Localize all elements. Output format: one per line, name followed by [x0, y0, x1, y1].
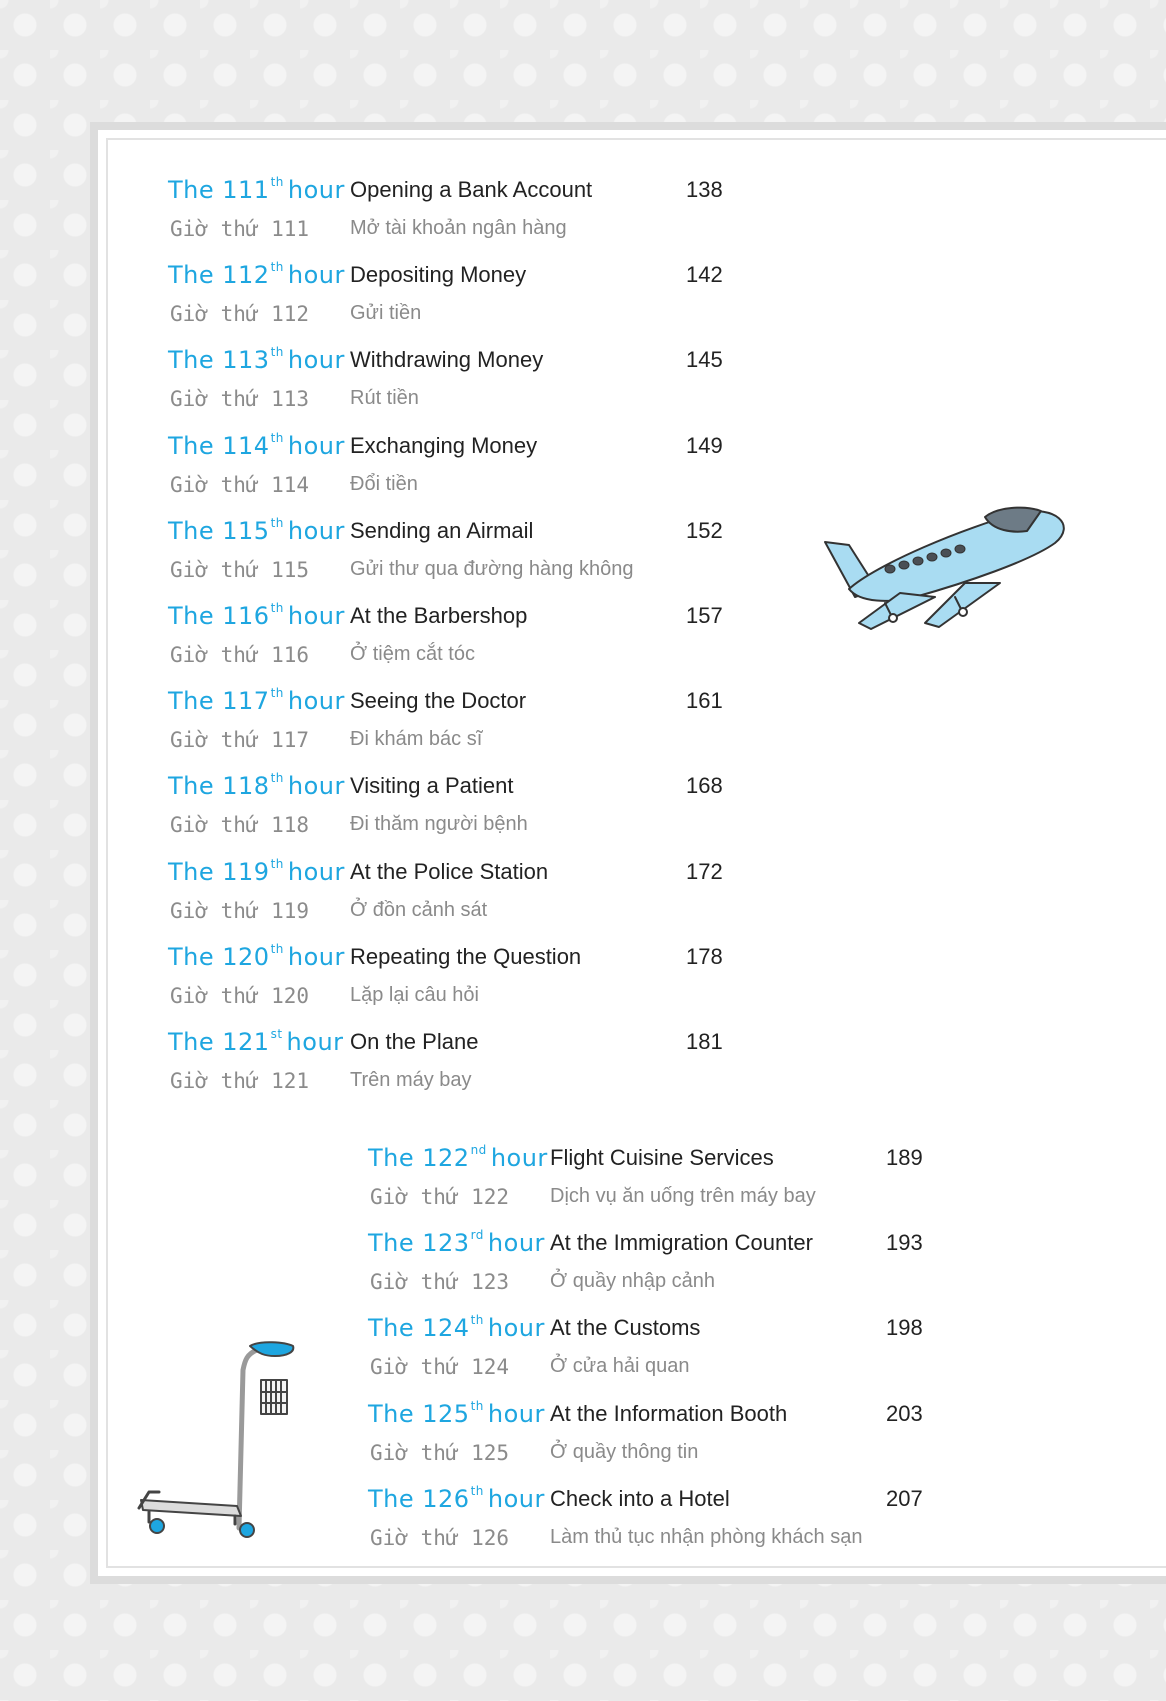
hour-label: The 123rd hour [368, 1228, 545, 1258]
lesson-title[interactable]: Repeating the Question [350, 943, 582, 969]
hour-label: The 117th hour [168, 686, 345, 716]
hour-label: The 115th hour [168, 515, 345, 545]
page-number: 157 [686, 603, 723, 628]
vietnamese-title: Lặp lại câu hỏi [350, 983, 479, 1006]
lesson-title[interactable]: Check into a Hotel [550, 1485, 730, 1511]
page-number: 161 [686, 688, 723, 714]
page-number: 198 [886, 1315, 923, 1341]
hour-label: The 116th hour [168, 601, 345, 630]
hour-label: The 112th hour [168, 260, 345, 290]
vietnamese-hour-label: Giờ thứ 125 [370, 1440, 510, 1465]
vietnamese-hour-label: Giờ thứ 113 [170, 387, 310, 412]
vietnamese-title: Đi thăm người bệnh [350, 813, 528, 836]
vietnamese-hour-label: Giờ thứ 120 [170, 983, 310, 1008]
vietnamese-hour-label: Giờ thứ 126 [370, 1525, 510, 1550]
page-number: 168 [686, 773, 723, 799]
vietnamese-hour-label: Giờ thứ 116 [170, 643, 310, 667]
vietnamese-hour-label: Giờ thứ 119 [170, 898, 310, 923]
lesson-title[interactable]: At the Customs [550, 1315, 701, 1341]
vietnamese-title: Đi khám bác sĩ [350, 728, 483, 751]
vietnamese-title: Dịch vụ ăn uống trên máy bay [550, 1185, 816, 1207]
lesson-title[interactable]: On the Plane [350, 1029, 479, 1054]
lesson-title[interactable]: At the Police Station [350, 858, 549, 884]
page-number: 152 [686, 517, 723, 543]
page-number: 145 [686, 347, 723, 373]
lesson-title[interactable]: Opening a Bank Account [350, 177, 593, 202]
hour-label: The 124th hour [368, 1313, 545, 1343]
page-number: 178 [686, 943, 723, 969]
hour-label: The 113th hour [168, 345, 345, 375]
lesson-title[interactable]: At the Immigration Counter [550, 1230, 813, 1256]
hour-label: The 114th hour [168, 430, 345, 460]
lesson-title[interactable]: Seeing the Doctor [350, 688, 527, 714]
page-number: 138 [686, 177, 723, 202]
vietnamese-title: Ở quầy thông tin [550, 1440, 699, 1463]
page-number: 172 [686, 858, 723, 884]
hour-label: The 111th hour [168, 175, 345, 204]
page-number: 189 [886, 1145, 923, 1170]
vietnamese-title: Rút tiền [350, 387, 419, 410]
vietnamese-title: Ở tiệm cắt tóc [350, 643, 475, 665]
page-number: 181 [686, 1029, 723, 1054]
vietnamese-title: Ở đồn cảnh sát [350, 898, 488, 921]
hour-label: The 122nd hour [368, 1143, 548, 1172]
lesson-title[interactable]: Depositing Money [350, 262, 527, 288]
lesson-title[interactable]: Visiting a Patient [350, 773, 514, 799]
vietnamese-title: Gửi tiền [350, 302, 422, 325]
vietnamese-title: Ở quầy nhập cảnh [550, 1270, 716, 1293]
hour-label: The 118th hour [168, 771, 345, 801]
vietnamese-title: Trên máy bay [350, 1069, 472, 1091]
vietnamese-hour-label: Giờ thứ 123 [370, 1270, 510, 1295]
vietnamese-hour-label: Giờ thứ 111 [170, 217, 310, 241]
hour-label: The 126th hour [368, 1483, 545, 1513]
hour-label: The 119th hour [168, 856, 345, 886]
lesson-title[interactable]: At the Information Booth [550, 1400, 788, 1426]
page-number: 207 [886, 1485, 923, 1511]
vietnamese-title: Mở tài khoản ngân hàng [350, 217, 567, 239]
airplane-icon [815, 505, 1070, 635]
vietnamese-hour-label: Giờ thứ 114 [170, 472, 310, 497]
lesson-title[interactable]: At the Barbershop [350, 603, 528, 628]
luggage-trolley-icon [135, 1340, 305, 1540]
hour-label: The 120th hour [168, 941, 345, 971]
vietnamese-hour-label: Giờ thứ 112 [170, 302, 310, 327]
vietnamese-hour-label: Giờ thứ 118 [170, 813, 310, 838]
vietnamese-title: Đổi tiền [350, 472, 418, 495]
vietnamese-hour-label: Giờ thứ 117 [170, 728, 310, 753]
vietnamese-hour-label: Giờ thứ 121 [170, 1069, 310, 1093]
page-number: 203 [886, 1400, 923, 1426]
lesson-title[interactable]: Sending an Airmail [350, 517, 534, 543]
hour-label: The 121st hour [168, 1027, 344, 1056]
vietnamese-title: Ở cửa hải quan [550, 1355, 690, 1378]
vietnamese-title: Làm thủ tục nhận phòng khách sạn [550, 1525, 863, 1548]
lesson-title[interactable]: Exchanging Money [350, 432, 538, 458]
vietnamese-title: Gửi thư qua đường hàng không [350, 557, 634, 580]
lesson-title[interactable]: Withdrawing Money [350, 347, 544, 373]
hour-label: The 125th hour [368, 1398, 545, 1428]
vietnamese-hour-label: Giờ thứ 115 [170, 557, 310, 582]
lesson-title[interactable]: Flight Cuisine Services [550, 1145, 774, 1170]
page-number: 149 [686, 432, 723, 458]
vietnamese-hour-label: Giờ thứ 124 [370, 1355, 510, 1380]
page-number: 193 [886, 1230, 923, 1256]
page-number: 142 [686, 262, 723, 288]
vietnamese-hour-label: Giờ thứ 122 [370, 1185, 510, 1209]
